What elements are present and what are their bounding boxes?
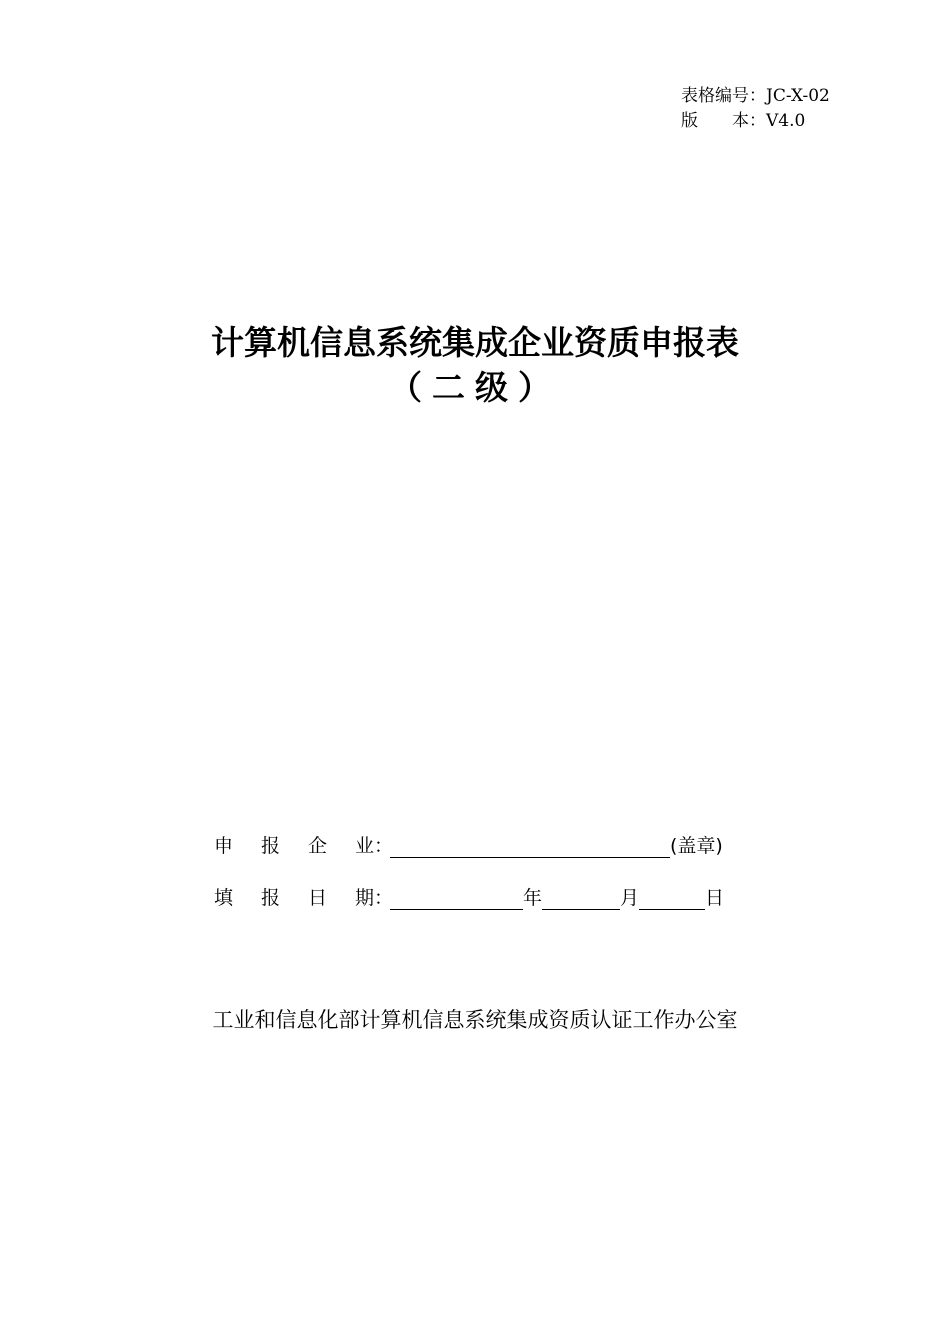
document-title: 计算机信息系统集成企业资质申报表 xyxy=(211,323,739,362)
title-block xyxy=(0,318,950,410)
month-unit: 月 xyxy=(620,887,640,909)
company-field-row xyxy=(214,822,724,858)
version-value: V4.0 xyxy=(766,111,806,131)
year-blank-line[interactable] xyxy=(390,883,523,910)
issuing-organization: 工业和信息化部计算机信息系统集成资质认证工作办公室 xyxy=(212,1008,738,1032)
form-number-value: JC-X-02 xyxy=(766,86,830,106)
form-number-label: 表格编号： xyxy=(681,86,766,106)
month-blank-line[interactable] xyxy=(542,883,620,910)
document-level: （二级） xyxy=(389,368,561,407)
company-seal-note: (盖章) xyxy=(670,835,723,857)
day-blank-line[interactable] xyxy=(639,883,705,910)
day-unit: 日 xyxy=(705,887,725,909)
date-label: 填报日期 xyxy=(214,887,374,909)
company-label: 申报企业 xyxy=(214,835,374,857)
company-colon: ： xyxy=(374,835,394,857)
year-unit: 年 xyxy=(523,887,543,909)
version-row xyxy=(681,109,830,134)
form-meta xyxy=(681,84,830,134)
form-number-row xyxy=(681,84,830,109)
date-field-row xyxy=(214,874,724,910)
date-colon: ： xyxy=(374,887,394,909)
application-fields xyxy=(214,822,724,926)
version-label: 版 本： xyxy=(681,111,766,131)
company-blank-line[interactable] xyxy=(390,831,670,858)
